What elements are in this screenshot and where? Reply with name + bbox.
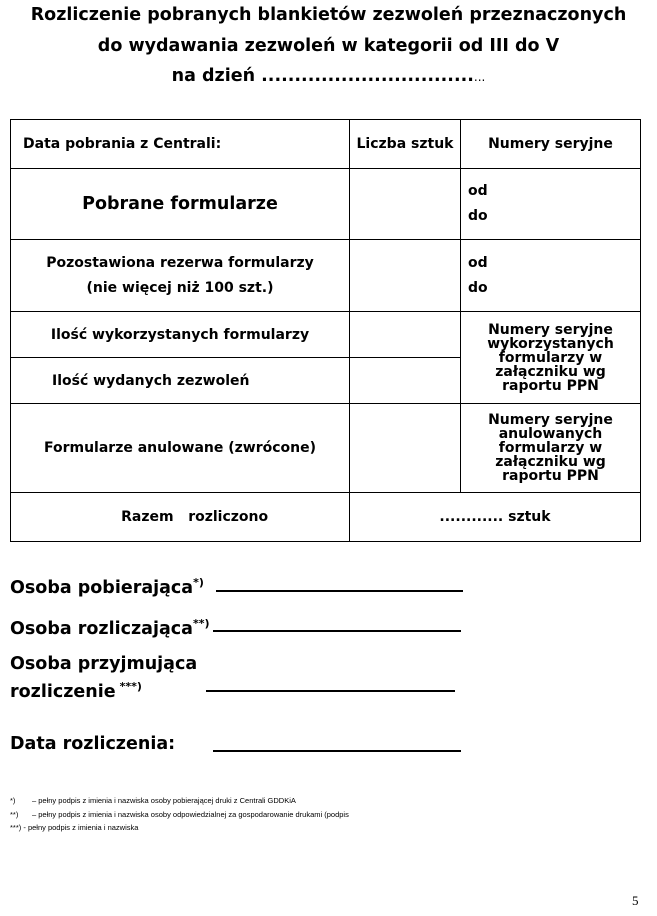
settlement-table xyxy=(10,119,641,542)
issued-count-cell[interactable] xyxy=(350,358,461,404)
count-header-cell xyxy=(350,120,461,169)
settlement-date-text: Data rozliczenia: xyxy=(10,734,176,754)
receiver-label-line-2: rozliczenie xyxy=(10,682,116,702)
issued-label-cell xyxy=(11,358,350,404)
footnote-1-text: – pełny podpis z imienia i nazwiska osoby pobierającej druki z Centrali GDDKiA xyxy=(32,796,296,805)
footnote-3 xyxy=(10,823,138,832)
used-issued-note: Numery seryjne wykorzystanych formularzy w załączniku wg raportu PPN xyxy=(487,321,614,394)
collector-signature-label xyxy=(10,572,204,599)
title-date-dots-small: ... xyxy=(473,70,486,84)
footnote-1-mark: *) xyxy=(10,796,16,805)
taken-label: Pobrane formularze xyxy=(82,194,278,214)
date-header-label: Data pobrania z Centrali: xyxy=(23,136,222,152)
total-row xyxy=(11,493,641,542)
footnote-3-mark: ***) xyxy=(10,823,22,832)
date-header-cell xyxy=(11,120,350,169)
footnote-2-text: – pełny podpis z imienia i nazwiska osoby odpowiedzialnej za gospodarowanie drukami (podpis xyxy=(32,810,349,819)
issued-label: Ilość wydanych zezwoleń xyxy=(52,372,250,389)
table-header-row xyxy=(11,120,641,169)
footnote-1 xyxy=(10,796,296,805)
used-count-cell[interactable] xyxy=(350,312,461,358)
receiver-signature-label-line-2 xyxy=(10,676,142,703)
used-label-cell xyxy=(11,312,350,358)
title-date-dots: ................................ xyxy=(261,66,474,86)
collector-footnote-mark: *) xyxy=(193,576,204,589)
total-label: Razem rozliczono xyxy=(121,509,269,525)
reserve-label-cell xyxy=(11,240,350,312)
reserve-label-line-1: Pozostawiona rezerwa formularzy xyxy=(46,254,314,271)
footnote-2 xyxy=(10,810,349,819)
taken-row xyxy=(11,169,641,240)
cancelled-count-cell[interactable] xyxy=(350,404,461,493)
title-line-3 xyxy=(0,66,657,86)
serial-header-cell xyxy=(461,120,641,169)
total-value: ............ sztuk xyxy=(439,509,551,525)
serial-header-label: Numery seryjne xyxy=(488,136,613,152)
settlement-date-line[interactable] xyxy=(213,750,461,752)
taken-from-label: od xyxy=(468,183,488,199)
used-issued-note-cell xyxy=(461,312,641,404)
taken-to-label: do xyxy=(468,208,488,224)
settler-signature-line[interactable] xyxy=(213,630,461,632)
settler-signature-label xyxy=(10,613,210,640)
reserve-from-label: od xyxy=(468,254,488,271)
cancelled-label: Formularze anulowane (zwrócone) xyxy=(43,440,317,456)
page-number: 5 xyxy=(632,893,639,908)
cancelled-label-cell xyxy=(11,404,350,493)
reserve-to-label: do xyxy=(468,279,488,296)
cancelled-row xyxy=(11,404,641,493)
title-line-1: Rozliczenie pobranych blankietów zezwoleń przeznaczonych xyxy=(30,5,627,25)
reserve-count-cell[interactable] xyxy=(350,240,461,312)
reserve-row xyxy=(11,240,641,312)
title-line-2: do wydawania zezwoleń w kategorii od III do V xyxy=(97,36,560,56)
settlement-date-label xyxy=(10,734,175,755)
footnote-2-mark: **) xyxy=(10,810,19,819)
total-value-cell[interactable] xyxy=(350,493,641,542)
total-label-cell xyxy=(11,493,350,542)
title-date-label: na dzień xyxy=(171,66,256,86)
cancelled-note-cell xyxy=(461,404,641,493)
cancelled-note: Numery seryjne anulowanych formularzy w załączniku wg raportu PPN xyxy=(488,412,613,484)
reserve-serial-cell[interactable] xyxy=(461,240,641,312)
reserve-label-line-2: (nie więcej niż 100 szt.) xyxy=(86,279,274,296)
taken-count-cell[interactable] xyxy=(350,169,461,240)
used-row xyxy=(11,312,641,358)
settler-label: Osoba rozliczająca xyxy=(10,619,193,639)
footnote-3-text: - pełny podpis z imienia i nazwiska xyxy=(23,823,139,832)
receiver-footnote-mark: ***) xyxy=(119,680,142,693)
taken-label-cell xyxy=(11,169,350,240)
used-label: Ilość wykorzystanych formularzy xyxy=(50,326,310,343)
taken-serial-cell[interactable] xyxy=(461,169,641,240)
receiver-label-line-1: Osoba przyjmująca xyxy=(10,654,198,674)
receiver-signature-line[interactable] xyxy=(206,690,455,692)
collector-label: Osoba pobierająca xyxy=(10,578,194,598)
count-header-label: Liczba sztuk xyxy=(356,136,454,152)
settler-footnote-mark: **) xyxy=(192,617,210,630)
collector-signature-line[interactable] xyxy=(216,590,463,592)
receiver-signature-label-line-1 xyxy=(10,654,197,675)
